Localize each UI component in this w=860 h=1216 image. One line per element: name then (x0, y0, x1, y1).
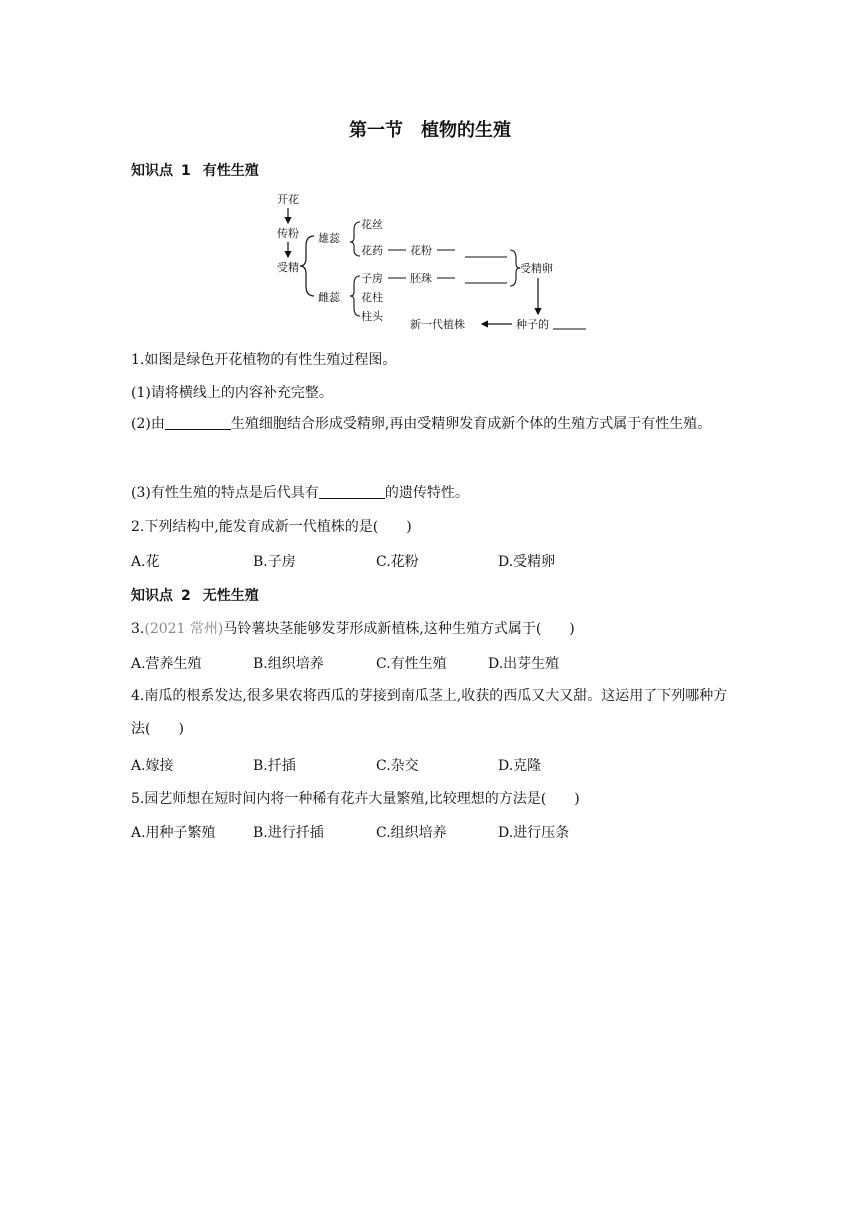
diagram-chuanfen: 传粉 (277, 227, 299, 240)
option-d[interactable]: D.克隆 (498, 758, 542, 774)
option-c[interactable]: C.花粉 (376, 554, 419, 570)
diagram-huazhu: 花柱 (361, 291, 383, 304)
option-b[interactable]: B.子房 (253, 554, 296, 570)
question-4-stem: 4.南瓜的根系发达,很多果农将西瓜的芽接到南瓜茎上,收获的西瓜又大又甜。这运用了下列哪种方法( ) (131, 688, 728, 737)
option-c[interactable]: C.有性生殖 (376, 656, 447, 672)
question-source: (2021 常州) (144, 621, 224, 637)
option-b[interactable]: B.组织培养 (253, 656, 324, 672)
diagram-shoujing: 受精 (277, 261, 299, 274)
answer-blank[interactable] (165, 415, 231, 430)
question-1-part-3: (3)有性生殖的特点是后代具有 的遗传特性。 (131, 485, 469, 501)
diagram-huasi: 花丝 (361, 218, 383, 231)
option-c[interactable]: C.组织培养 (376, 825, 447, 841)
diagram-zhutou: 柱头 (361, 310, 383, 323)
diagram-shoujingluan: 受精卵 (520, 262, 553, 275)
option-d[interactable]: D.出芽生殖 (488, 656, 560, 672)
question-3-stem: 3.(2021 常州)马铃薯块茎能够发芽形成新植株,这种生殖方式属于( ) (131, 621, 575, 637)
question-1-part-1: (1)请将横线上的内容补充完整。 (131, 385, 333, 401)
diagram-xiongrui: 雄蕊 (318, 232, 340, 245)
question-1-part-2: (2)由 生殖细胞结合形成受精卵,再由受精卵发育成新个体的生殖方式属于有性生殖。 (131, 416, 712, 432)
option-a[interactable]: A.营养生殖 (131, 656, 202, 672)
section-heading-1: 知识点 1 有性生殖 (131, 163, 259, 179)
option-b[interactable]: B.扦插 (253, 758, 296, 774)
section-heading-2: 知识点 2 无性生殖 (131, 588, 259, 604)
diagram-kaihua: 开花 (277, 193, 299, 206)
diagram-zhongzide: 种子的 (516, 318, 549, 331)
option-a[interactable]: A.嫁接 (131, 758, 174, 774)
answer-blank[interactable] (319, 484, 385, 499)
option-b[interactable]: B.进行扦插 (253, 825, 324, 841)
option-a[interactable]: A.花 (131, 554, 160, 570)
diagram-zifang: 子房 (361, 272, 383, 285)
diagram-huafen: 花粉 (410, 244, 432, 257)
diagram-peizhu: 胚珠 (410, 272, 432, 285)
question-5-stem: 5.园艺师想在短时间内将一种稀有花卉大量繁殖,比较理想的方法是( ) (131, 791, 580, 807)
diagram-huayao: 花药 (361, 244, 383, 257)
diagram-cirui: 雌蕊 (318, 291, 340, 304)
option-a[interactable]: A.用种子繁殖 (131, 825, 216, 841)
option-c[interactable]: C.杂交 (376, 758, 419, 774)
question-2-stem: 2.下列结构中,能发育成新一代植株的是( ) (131, 519, 412, 535)
page-title: 第一节 植物的生殖 (349, 120, 511, 141)
question-1-stem: 1.如图是绿色开花植物的有性生殖过程图。 (131, 352, 397, 368)
option-d[interactable]: D.进行压条 (498, 825, 570, 841)
sexual-reproduction-diagram (270, 186, 600, 336)
option-d[interactable]: D.受精卵 (498, 554, 556, 570)
diagram-xinyidai: 新一代植株 (410, 318, 465, 331)
